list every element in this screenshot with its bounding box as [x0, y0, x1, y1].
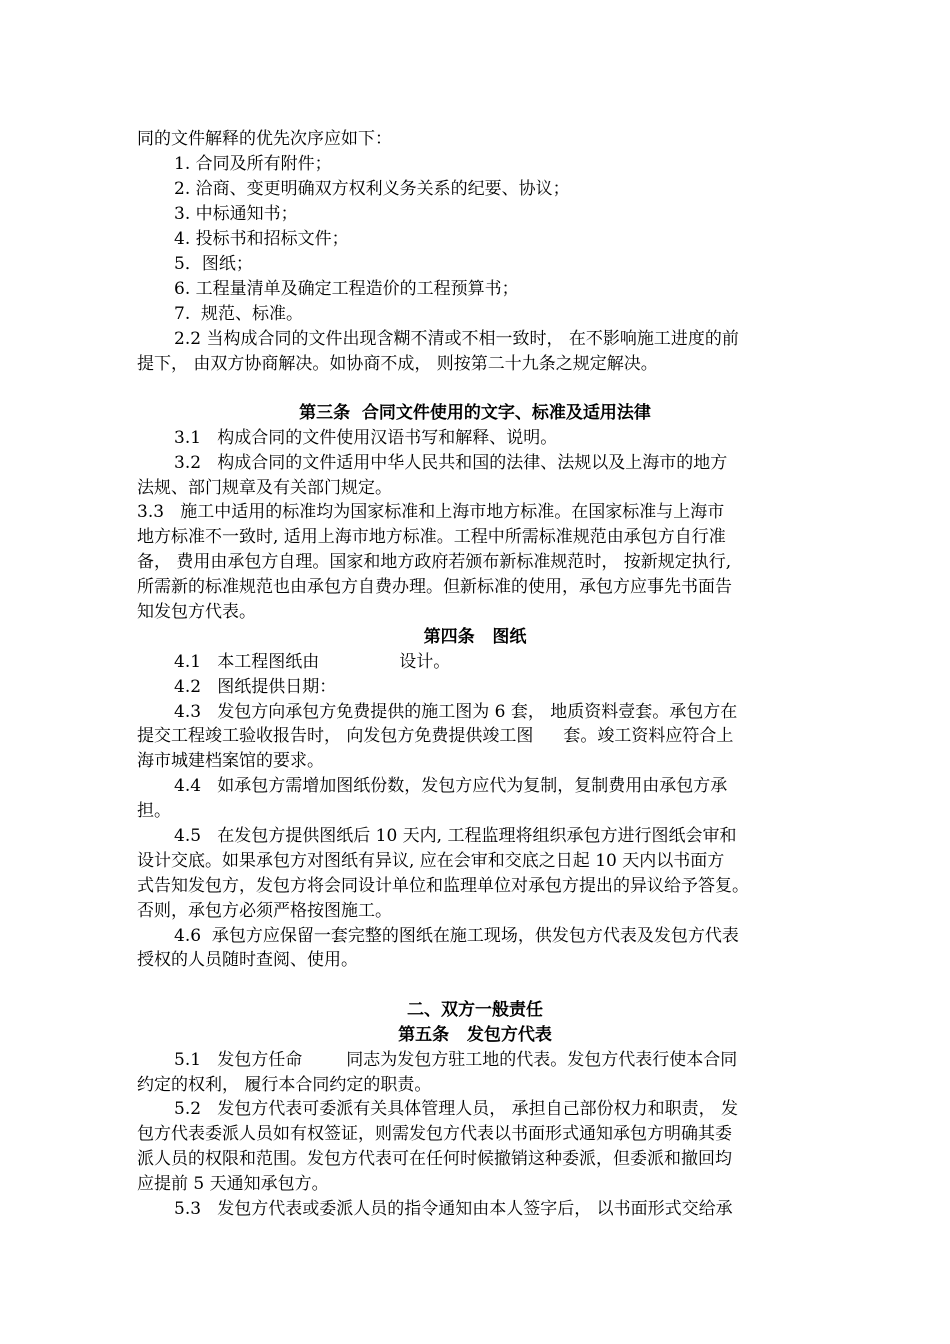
clause-4-1-prefix: 4.1 本工程图纸由	[174, 652, 320, 672]
list-item: 6. 工程量清单及确定工程造价的工程预算书；	[174, 279, 519, 299]
clause-3-2-line: 3.2 构成合同的文件适用中华人民共和国的法律、法规以及上海市的地方	[174, 453, 728, 473]
clause-4-5-line: 设计交底。如果承包方对图纸有异议, 应在会审和交底之日起 10 天内以书面方	[137, 851, 725, 871]
clause-4-6-line: 授权的人员随时查阅、使用。	[137, 950, 358, 970]
clause-4-3-line: 海市城建档案馆的要求。	[137, 751, 324, 771]
clause-4-2: 4.2 图纸提供日期：	[174, 677, 337, 697]
clause-2-2-line: 提下， 由双方协商解决。如协商不成， 则按第二十九条之规定解决。	[137, 354, 658, 374]
intro-line: 同的文件解释的优先次序应如下：	[137, 129, 392, 149]
clause-3-3-line: 备， 费用由承包方自理。国家和地方政府若颁布新标准规范时， 按新规定执行,	[137, 552, 732, 572]
clause-5-2-line: 包方代表委派人员如有权签证，则需发包方代表以书面形式通知承包方明确其委	[137, 1124, 732, 1144]
clause-3-3-line: 3.3 施工中适用的标准均为国家标准和上海市地方标准。在国家标准与上海市	[137, 502, 725, 522]
clause-3-3-line: 地方标准不一致时, 适用上海市地方标准。工程中所需标准规范由承包方自行准	[137, 527, 726, 547]
list-item: 4. 投标书和招标文件；	[174, 229, 349, 249]
clause-5-1-suffix: 同志为发包方驻工地的代表。发包方代表行使本合同	[346, 1050, 738, 1070]
list-item: 3. 中标通知书；	[174, 204, 298, 224]
clause-4-6-line: 4.6 承包方应保留一套完整的图纸在施工现场，供发包方代表及发包方代表	[174, 926, 739, 946]
clause-5-1-prefix: 5.1 发包方任命	[174, 1050, 303, 1070]
list-item: 7. 规范、标准。	[174, 304, 304, 324]
clause-4-5-line: 式告知发包方，发包方将会同设计单位和监理单位对承包方提出的异议给予答复。	[137, 876, 749, 896]
section-2-title: 二、双方一般责任	[407, 1000, 543, 1020]
clause-5-2-line: 5.2 发包方代表可委派有关具体管理人员， 承担自己部份权力和职责， 发	[174, 1099, 739, 1119]
list-item: 5．图纸；	[174, 254, 253, 274]
clause-4-3-line	[137, 724, 733, 748]
clause-4-1	[174, 650, 450, 674]
clause-4-3-text: 提交工程竣工验收报告时， 向发包方免费提供竣工图	[137, 726, 534, 746]
article-4-title: 第四条 图纸	[423, 627, 527, 647]
clause-4-3-text: 套。竣工资料应符合上	[563, 726, 734, 746]
clause-4-5-line: 否则，承包方必须严格按图施工。	[137, 901, 392, 921]
clause-5-3-line: 5.3 发包方代表或委派人员的指令通知由本人签字后， 以书面形式交给承	[174, 1199, 733, 1219]
clause-3-1: 3.1 构成合同的文件使用汉语书写和解释、说明。	[174, 428, 558, 448]
clause-2-2-line: 2.2 当构成合同的文件出现含糊不清或不相一致时， 在不影响施工进度的前	[174, 329, 739, 349]
clause-3-2-line: 法规、部门规章及有关部门规定。	[137, 478, 392, 498]
clause-4-5-line: 4.5 在发包方提供图纸后 10 天内, 工程监理将组织承包方进行图纸会审和	[174, 826, 737, 846]
clause-4-1-suffix: 设计。	[399, 652, 451, 672]
clause-4-3-line: 4.3 发包方向承包方免费提供的施工图为 6 套， 地质资料壹套。承包方在	[174, 702, 738, 722]
clause-4-4-line: 4.4 如承包方需增加图纸份数，发包方应代为复制，复制费用由承包方承	[174, 776, 728, 796]
clause-5-2-line: 应提前 5 天通知承包方。	[137, 1174, 329, 1194]
clause-3-3-line: 所需新的标准规范也由承包方自费办理。但新标准的使用，承包方应事先书面告	[137, 577, 732, 597]
clause-4-4-line: 担。	[137, 801, 171, 821]
clause-3-3-line: 知发包方代表。	[137, 602, 256, 622]
list-item: 2. 洽商、变更明确双方权利义务关系的纪要、协议；	[174, 179, 570, 199]
clause-5-2-line: 派人员的权限和范围。发包方代表可在任何时候撤销这种委派，但委派和撤回均	[137, 1149, 732, 1169]
article-3-title: 第三条 合同文件使用的文字、标准及适用法律	[299, 403, 651, 423]
clause-5-1-line: 约定的权利， 履行本合同约定的职责。	[137, 1075, 432, 1095]
clause-5-1	[174, 1048, 737, 1072]
article-5-title: 第五条 发包方代表	[398, 1025, 552, 1045]
list-item: 1. 合同及所有附件；	[174, 154, 332, 174]
